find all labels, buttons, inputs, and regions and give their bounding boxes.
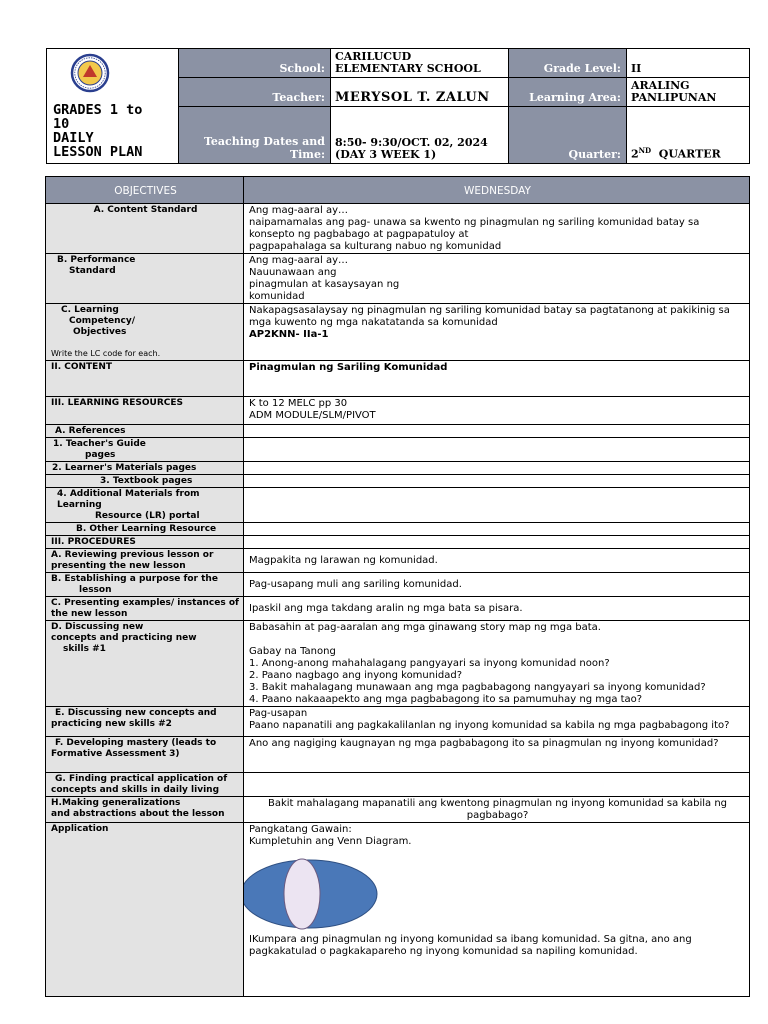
teacher-value: MERYSOL T. ZALUN xyxy=(331,78,509,107)
performance-standard-text: Ang mag-aaral ay… Nauunawaan ang pinagmulan at kasaysayan ng komunidad xyxy=(244,254,750,304)
content-label: II. CONTENT xyxy=(46,361,244,397)
title-cell xyxy=(47,49,179,164)
table-row xyxy=(46,536,750,549)
teachers-guide-value xyxy=(244,438,750,462)
performance-standard-label: B. Performance Standard xyxy=(46,254,244,304)
day-header: WEDNESDAY xyxy=(244,177,750,204)
table-row xyxy=(46,475,750,488)
table-row xyxy=(46,797,750,823)
lc-code-note: Write the LC code for each. xyxy=(51,349,161,358)
textbook-pages-label: 3. Textbook pages xyxy=(46,475,244,488)
table-row xyxy=(46,549,750,573)
document-title: GRADES 1 to 10 DAILY LESSON PLAN xyxy=(53,102,143,160)
additional-materials-label: 4. Additional Materials from Learning Resource (LR) portal xyxy=(46,488,244,523)
procedure-f-text: Ano ang nagiging kaugnayan ng mga pagbabagong ito sa pinagmulan ng inyong komunidad? xyxy=(244,737,750,773)
lc-code: AP2KNN- IIa-1 xyxy=(249,329,329,340)
table-row xyxy=(46,773,750,797)
procedures-value xyxy=(244,536,750,549)
other-resource-label: B. Other Learning Resource xyxy=(46,523,244,536)
teaching-dates-label: Teaching Dates and Time: xyxy=(179,107,331,164)
table-row xyxy=(46,737,750,773)
other-resource-value xyxy=(244,523,750,536)
table-row xyxy=(46,707,750,737)
learning-competency-label: C. Learning Competency/ Objectives Write the LC code for each. xyxy=(46,304,244,361)
procedure-f-label: F. Developing mastery (leads to Formative Assessment 3) xyxy=(46,737,244,773)
objectives-header: OBJECTIVES xyxy=(46,177,244,204)
table-row xyxy=(46,397,750,425)
table-row xyxy=(46,254,750,304)
content-topic: Pinagmulan ng Sariling Komunidad xyxy=(244,361,750,397)
table-row xyxy=(46,621,750,707)
procedure-b-text: Pag-usapang muli ang sariling komunidad. xyxy=(244,573,750,597)
additional-materials-value xyxy=(244,488,750,523)
procedure-b-label: B. Establishing a purpose for the lesson xyxy=(46,573,244,597)
table-row xyxy=(46,304,750,361)
procedure-h-label: H.Making generalizations and abstractions about the lesson xyxy=(46,797,244,823)
grade-level-value: II xyxy=(627,49,750,78)
deped-seal-logo xyxy=(63,53,117,93)
school-label: School: xyxy=(179,49,331,78)
table-row xyxy=(46,361,750,397)
procedure-h-text: Bakit mahalagang mapanatili ang kwentong pinagmulan ng inyong komunidad sa kabila ng pagbabago? xyxy=(244,797,750,823)
application-label: Application xyxy=(46,823,244,997)
table-row xyxy=(46,462,750,475)
table-row xyxy=(46,597,750,621)
grade-level-label: Grade Level: xyxy=(509,49,627,78)
table-row xyxy=(46,488,750,523)
learning-area-value: ARALING PANLIPUNAN xyxy=(627,78,750,107)
venn-overlap xyxy=(284,859,320,929)
content-standard-text: Ang mag-aaral ay… naipamamalas ang pag- unawa sa kwento ng pinagmulan ng sariling komunidad batay sa konsepto ng pagbabago at pagpapatuloy at pagpapahalaga sa kulturang nabuo ng komunidad xyxy=(244,204,750,254)
procedure-c-label: C. Presenting examples/ instances of the new lesson xyxy=(46,597,244,621)
procedure-g-label: G. Finding practical application of concepts and skills in daily living xyxy=(46,773,244,797)
table-row xyxy=(46,438,750,462)
table-row xyxy=(46,425,750,438)
table-row xyxy=(46,204,750,254)
learning-resources-text: K to 12 MELC pp 30 ADM MODULE/SLM/PIVOT xyxy=(244,397,750,425)
content-standard-label: A. Content Standard xyxy=(46,204,244,254)
quarter-value: 2ND QUARTER xyxy=(627,107,750,164)
references-label: A. References xyxy=(46,425,244,438)
procedure-a-text: Magpakita ng larawan ng komunidad. xyxy=(244,549,750,573)
school-value: CARILUCUD ELEMENTARY SCHOOL xyxy=(331,49,509,78)
procedure-d-label: D. Discussing new concepts and practicing new skills #1 xyxy=(46,621,244,707)
quarter-label: Quarter: xyxy=(509,107,627,164)
references-value xyxy=(244,425,750,438)
learning-competency-text: Nakapagsasalaysay ng pinagmulan ng sariling komunidad batay sa pagtatanong at pakikinig sa mga kuwento ng mga nakatatanda sa komunidad AP2KNN- IIa-1 xyxy=(244,304,750,361)
learning-resources-label: III. LEARNING RESOURCES xyxy=(46,397,244,425)
procedure-g-text xyxy=(244,773,750,797)
procedure-a-label: A. Reviewing previous lesson or presenting the new lesson xyxy=(46,549,244,573)
learning-area-label: Learning Area: xyxy=(509,78,627,107)
procedure-d-text: Babasahin at pag-aaralan ang mga ginawang story map ng mga bata. Gabay na Tanong 1. Anong-anong mahahalagang pangyayari sa inyong komunidad noon? 2. Paano nagbago ang inyong komunidad? 3. Bakit mahalagang munawaan ang mga pagbabagong nangyayari sa inyong komunidad? 4. Paano nakaaapekto ang mga pagbabagong ito sa pamumuhay ng mga tao? xyxy=(244,621,750,707)
application-text: Pangkatang Gawain: Kumpletuhin ang Venn Diagram. IKumpara ang pinagmulan ng inyong komunidad sa ibang komunidad. Sa gitna, ano ang pagkakatulad o pagkakapareho ng inyong komunidad sa napiling komunidad. xyxy=(244,823,750,997)
teacher-label: Teacher: xyxy=(179,78,331,107)
procedure-e-label: E. Discussing new concepts and practicing new skills #2 xyxy=(46,707,244,737)
procedures-label: III. PROCEDURES xyxy=(46,536,244,549)
teachers-guide-label: 1. Teacher's Guide pages xyxy=(46,438,244,462)
procedure-c-text: Ipaskil ang mga takdang aralin ng mga bata sa pisara. xyxy=(244,597,750,621)
table-row xyxy=(46,523,750,536)
textbook-pages-value xyxy=(244,475,750,488)
table-row xyxy=(46,823,750,997)
learners-materials-label: 2. Learner's Materials pages xyxy=(46,462,244,475)
learners-materials-value xyxy=(244,462,750,475)
table-row xyxy=(46,573,750,597)
lesson-plan-header xyxy=(46,48,750,164)
lesson-plan-table xyxy=(45,176,750,997)
procedure-e-text: Pag-usapan Paano napanatili ang pagkakalilanlan ng inyong komunidad sa kabila ng mga pagbabagong ito? xyxy=(244,707,750,737)
venn-diagram xyxy=(244,858,390,930)
teaching-dates-value: 8:50- 9:30/OCT. 02, 2024 (DAY 3 WEEK 1) xyxy=(331,107,509,164)
